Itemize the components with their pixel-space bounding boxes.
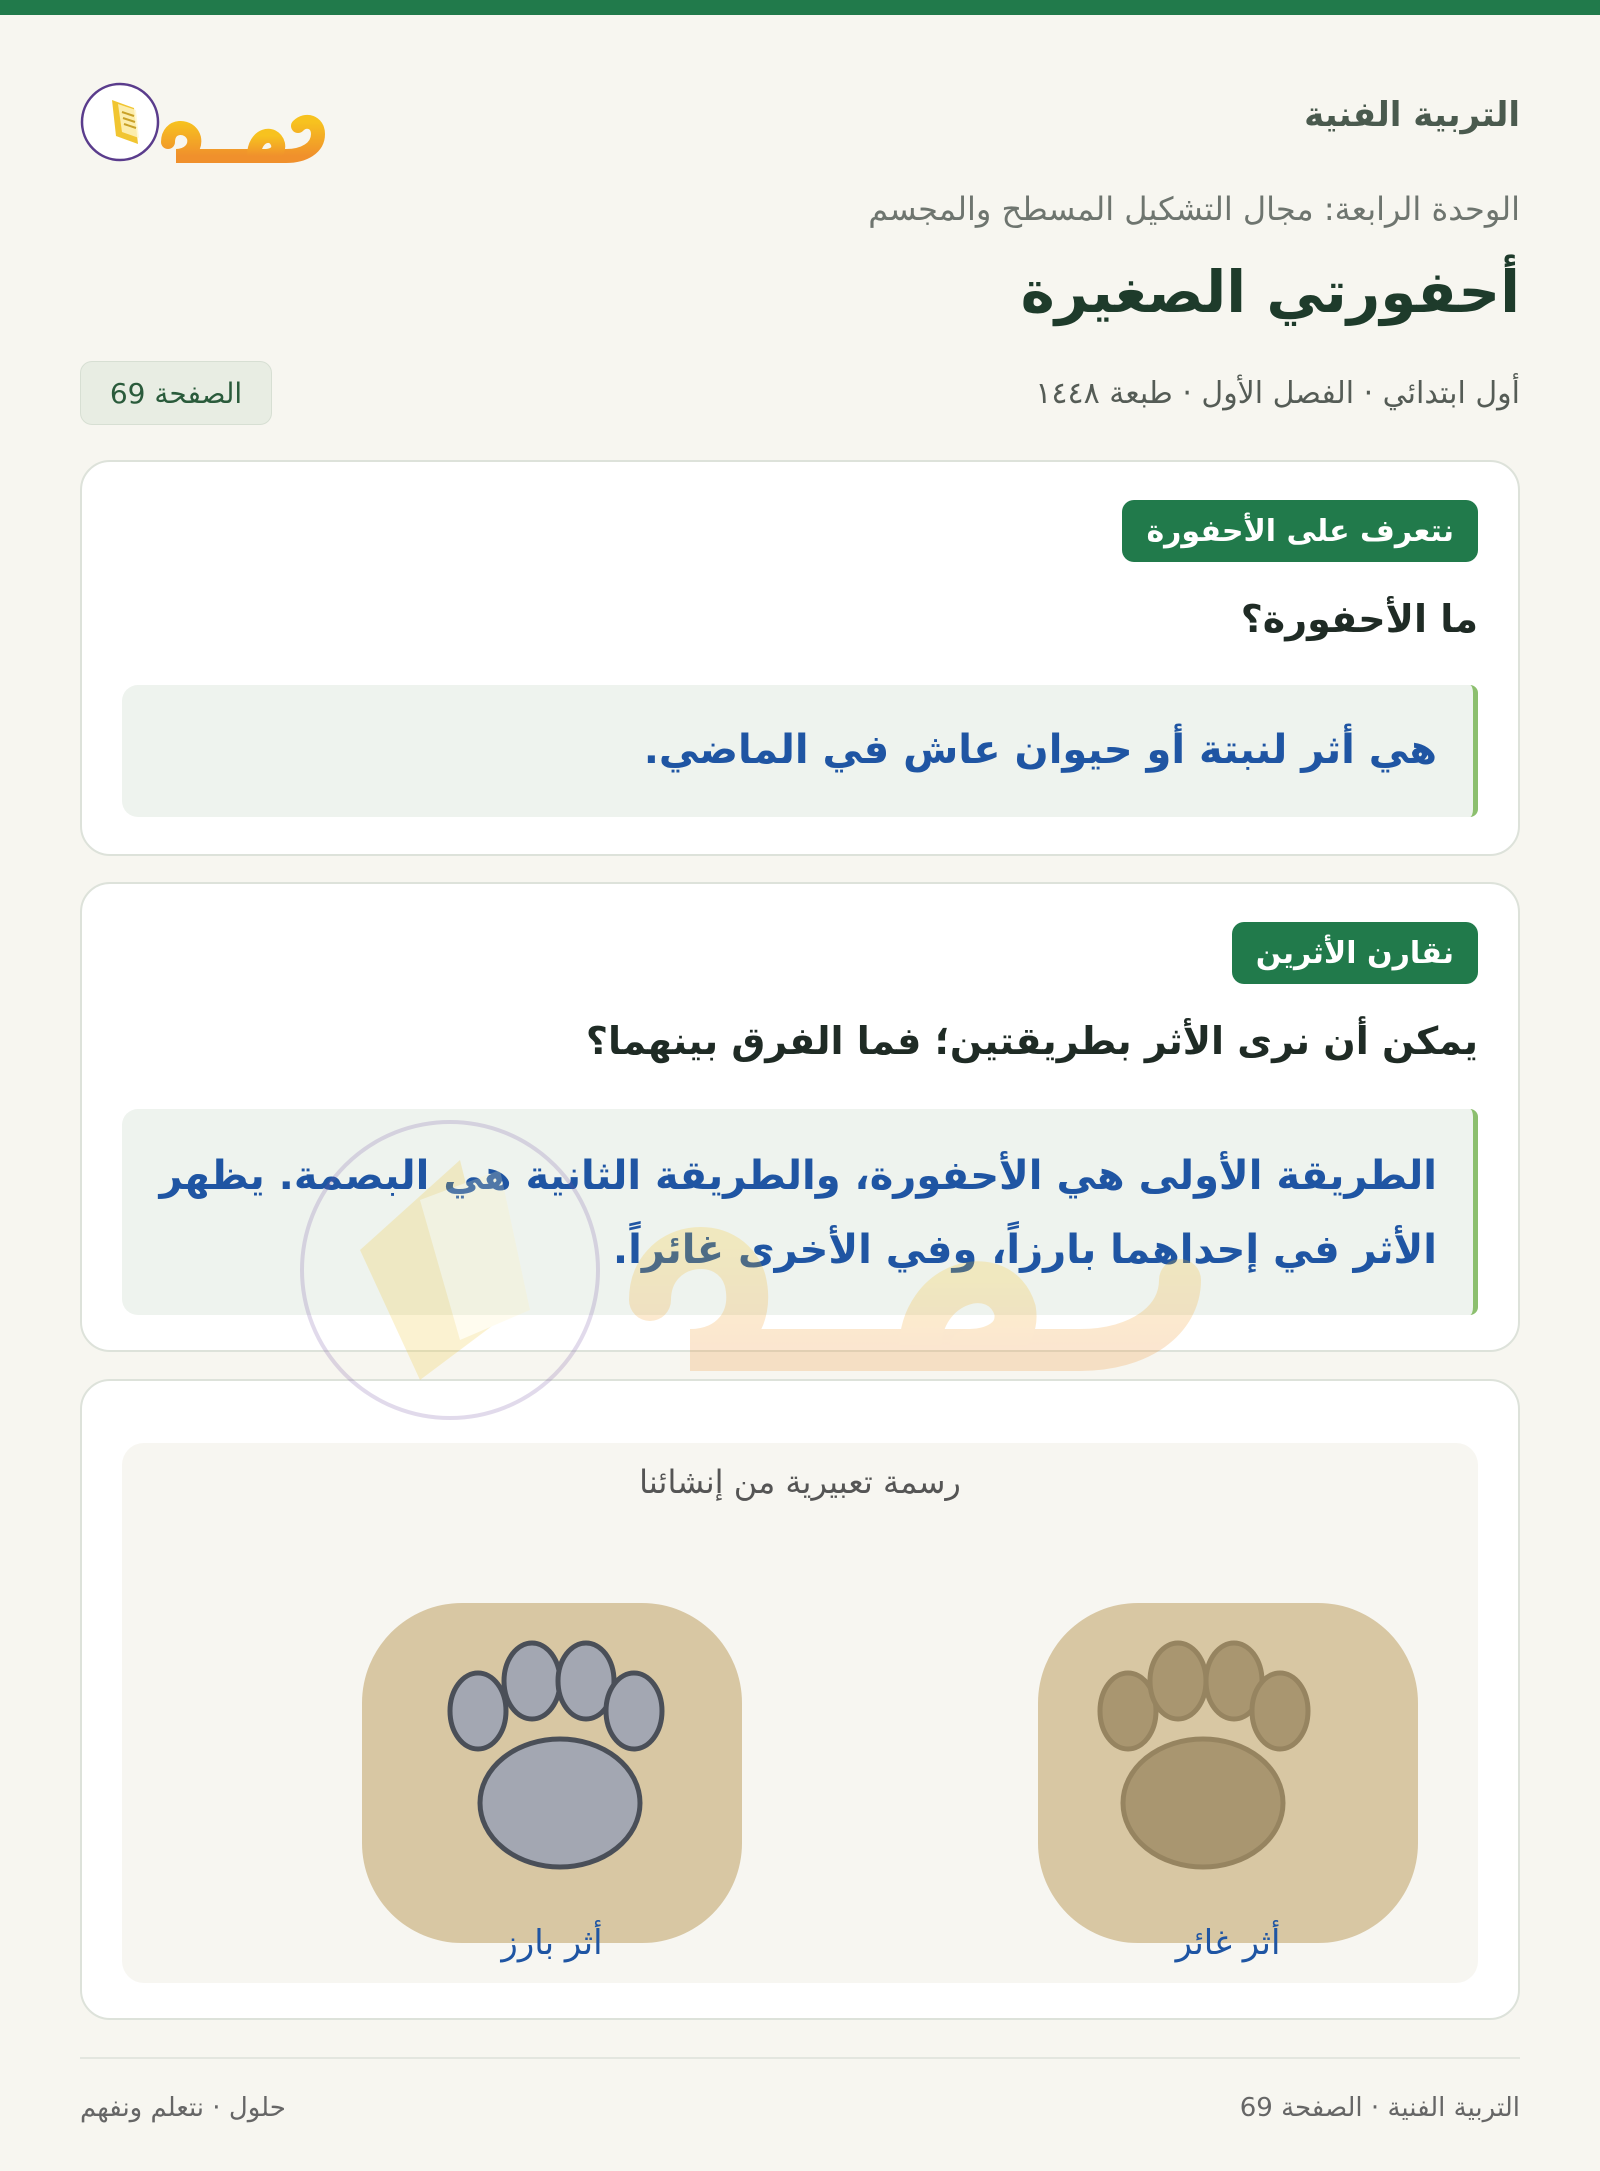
footer-brand: حلول · نتعلم ونفهم bbox=[80, 2093, 286, 2123]
section-tag: نتعرف على الأحفورة bbox=[1122, 500, 1478, 562]
top-accent-bar bbox=[0, 0, 1600, 15]
answer-box: هي أثر لنبتة أو حيوان عاش في الماضي. bbox=[122, 685, 1478, 817]
page-number-badge: الصفحة 69 bbox=[80, 361, 272, 425]
sunken-print-label: أثر غائر bbox=[1175, 1923, 1281, 1963]
figure-caption: رسمة تعبيرية من إنشائنا bbox=[639, 1463, 961, 1501]
raised-print-label: أثر بارز bbox=[501, 1923, 603, 1963]
hulul-logo bbox=[78, 64, 338, 168]
sunken-paw-print bbox=[1038, 1603, 1418, 1943]
page-title: أحفورتي الصغيرة bbox=[1020, 258, 1520, 326]
subject-title: التربية الفنية bbox=[1304, 95, 1520, 135]
definition-card bbox=[80, 460, 1520, 856]
footer-divider bbox=[80, 2057, 1520, 2059]
footer-page-info: التربية الفنية · الصفحة 69 bbox=[1239, 2093, 1520, 2123]
question-text: ما الأحفورة؟ bbox=[1240, 597, 1478, 641]
figure-card bbox=[80, 1379, 1520, 2020]
answer-box: الطريقة الأولى هي الأحفورة، والطريقة الثانية هي البصمة. يظهر الأثر في إحداهما بارزاً، وفي الأخرى غائراً. bbox=[122, 1109, 1478, 1315]
illustration-panel bbox=[122, 1443, 1478, 1983]
section-tag: نقارن الأثرين bbox=[1232, 922, 1478, 984]
raised-paw-print bbox=[362, 1603, 742, 1943]
unit-title: الوحدة الرابعة: مجال التشكيل المسطح والمجسم bbox=[868, 190, 1520, 228]
question-text: يمكن أن نرى الأثر بطريقتين؛ فما الفرق بينهما؟ bbox=[585, 1019, 1478, 1063]
lesson-meta: أول ابتدائي · الفصل الأول · طبعة ١٤٤٨ bbox=[1035, 376, 1520, 411]
comparison-card bbox=[80, 882, 1520, 1352]
